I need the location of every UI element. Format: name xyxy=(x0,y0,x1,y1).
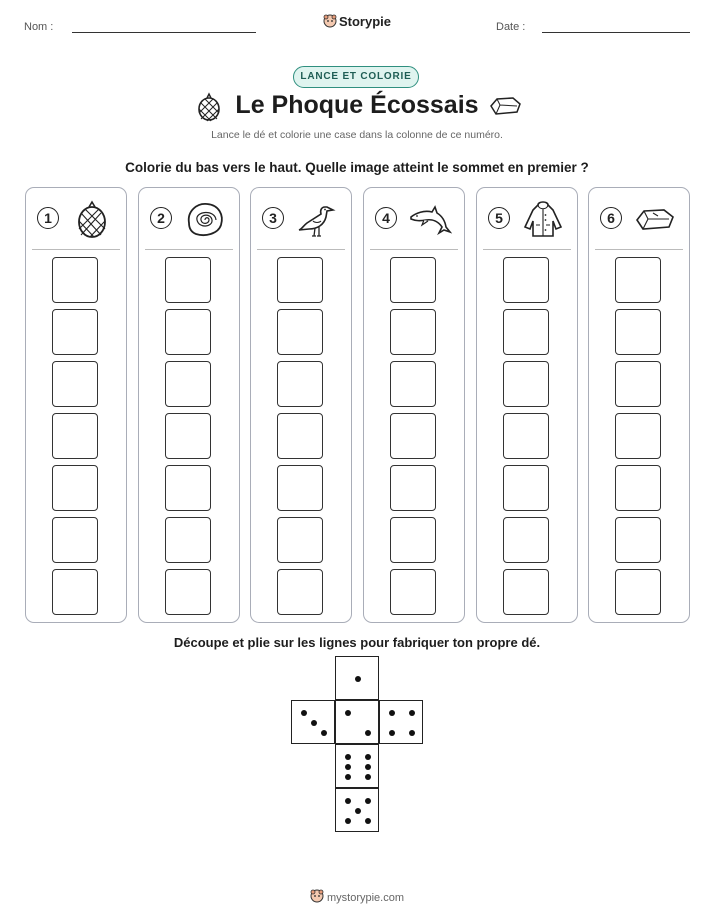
die-pip xyxy=(345,818,351,824)
brand-name: Storypie xyxy=(338,14,391,29)
rock-icon xyxy=(488,96,522,116)
die-face xyxy=(291,700,335,744)
color-cell[interactable] xyxy=(277,309,323,355)
dice-instruction: Découpe et plie sur les lignes pour fabriquer ton propre dé. xyxy=(173,635,541,650)
column-2 xyxy=(138,187,240,623)
color-cell[interactable] xyxy=(503,517,549,563)
color-cell[interactable] xyxy=(277,465,323,511)
die-face xyxy=(335,700,379,744)
color-cell[interactable] xyxy=(390,361,436,407)
color-cell[interactable] xyxy=(615,517,661,563)
storypie-logo-icon xyxy=(310,889,324,903)
color-cell[interactable] xyxy=(277,361,323,407)
seagull-icon xyxy=(295,199,339,239)
color-cell[interactable] xyxy=(390,309,436,355)
color-cell[interactable] xyxy=(52,257,98,303)
die-pip xyxy=(389,710,395,716)
column-divider xyxy=(32,249,120,250)
color-cell[interactable] xyxy=(390,465,436,511)
column-divider xyxy=(257,249,345,250)
color-cell[interactable] xyxy=(390,517,436,563)
column-number: 6 xyxy=(600,207,622,229)
die-pip xyxy=(345,798,351,804)
column-3 xyxy=(250,187,352,623)
color-cell[interactable] xyxy=(503,309,549,355)
column-1 xyxy=(25,187,127,623)
color-cell[interactable] xyxy=(165,517,211,563)
instruction: Colorie du bas vers le haut. Quelle image atteint le sommet en premier ? xyxy=(125,160,589,175)
brand xyxy=(0,14,714,29)
die-pip xyxy=(389,730,395,736)
die-pip xyxy=(311,720,317,726)
color-cell[interactable] xyxy=(165,257,211,303)
color-cell[interactable] xyxy=(503,413,549,459)
die-pip xyxy=(365,774,371,780)
name-line[interactable] xyxy=(72,32,256,33)
color-cell[interactable] xyxy=(52,569,98,615)
color-cell[interactable] xyxy=(52,465,98,511)
die-pip xyxy=(345,754,351,760)
die-pip xyxy=(365,764,371,770)
color-cell[interactable] xyxy=(52,413,98,459)
dolphin-icon xyxy=(408,199,452,239)
die-pip xyxy=(365,730,371,736)
footer-url: mystorypie.com xyxy=(326,892,405,904)
die-pip xyxy=(301,710,307,716)
date-label: Date : xyxy=(496,21,526,33)
column-4 xyxy=(363,187,465,623)
column-divider xyxy=(145,249,233,250)
haggis-icon xyxy=(70,199,114,239)
color-cell[interactable] xyxy=(277,413,323,459)
die-pip xyxy=(345,710,351,716)
activity-badge: LANCE ET COLORIE xyxy=(293,66,419,88)
color-cell[interactable] xyxy=(165,309,211,355)
color-cell[interactable] xyxy=(615,361,661,407)
die-pip xyxy=(365,798,371,804)
color-cell[interactable] xyxy=(165,569,211,615)
column-number: 1 xyxy=(37,207,59,229)
die-pip xyxy=(355,676,361,682)
column-divider xyxy=(370,249,458,250)
color-cell[interactable] xyxy=(615,465,661,511)
page-title: Le Phoque Écossais xyxy=(235,91,479,119)
column-number: 2 xyxy=(150,207,172,229)
color-cell[interactable] xyxy=(277,569,323,615)
color-cell[interactable] xyxy=(390,569,436,615)
color-cell[interactable] xyxy=(503,569,549,615)
color-cell[interactable] xyxy=(165,413,211,459)
shell-icon xyxy=(183,199,227,239)
color-cell[interactable] xyxy=(52,361,98,407)
die-pip xyxy=(365,754,371,760)
subtitle: Lance le dé et colorie une case dans la colonne de ce numéro. xyxy=(211,129,503,141)
die-face xyxy=(335,788,379,832)
die-face xyxy=(379,700,423,744)
die-pip xyxy=(409,710,415,716)
column-number: 3 xyxy=(262,207,284,229)
storypie-logo-icon xyxy=(323,14,337,28)
column-6 xyxy=(588,187,690,623)
name-label: Nom : xyxy=(24,21,54,33)
color-cell[interactable] xyxy=(503,465,549,511)
color-cell[interactable] xyxy=(165,361,211,407)
column-divider xyxy=(595,249,683,250)
footer xyxy=(0,889,714,904)
color-cell[interactable] xyxy=(277,257,323,303)
color-cell[interactable] xyxy=(615,257,661,303)
rock-icon xyxy=(633,199,677,239)
raincoat-icon xyxy=(521,199,565,239)
die-pip xyxy=(365,818,371,824)
color-cell[interactable] xyxy=(52,309,98,355)
die-pip xyxy=(409,730,415,736)
die-pip xyxy=(355,808,361,814)
column-number: 5 xyxy=(488,207,510,229)
color-cell[interactable] xyxy=(52,517,98,563)
color-cell[interactable] xyxy=(390,413,436,459)
die-pip xyxy=(321,730,327,736)
column-5 xyxy=(476,187,578,623)
die-face xyxy=(335,656,379,700)
die-pip xyxy=(345,774,351,780)
column-number: 4 xyxy=(375,207,397,229)
date-line[interactable] xyxy=(542,32,690,33)
color-cell[interactable] xyxy=(390,257,436,303)
color-cell[interactable] xyxy=(165,465,211,511)
die-face xyxy=(335,744,379,788)
color-cell[interactable] xyxy=(615,569,661,615)
color-cell[interactable] xyxy=(615,413,661,459)
color-cell[interactable] xyxy=(615,309,661,355)
color-cell[interactable] xyxy=(503,257,549,303)
column-divider xyxy=(483,249,571,250)
color-cell[interactable] xyxy=(503,361,549,407)
die-pip xyxy=(345,764,351,770)
color-cell[interactable] xyxy=(277,517,323,563)
